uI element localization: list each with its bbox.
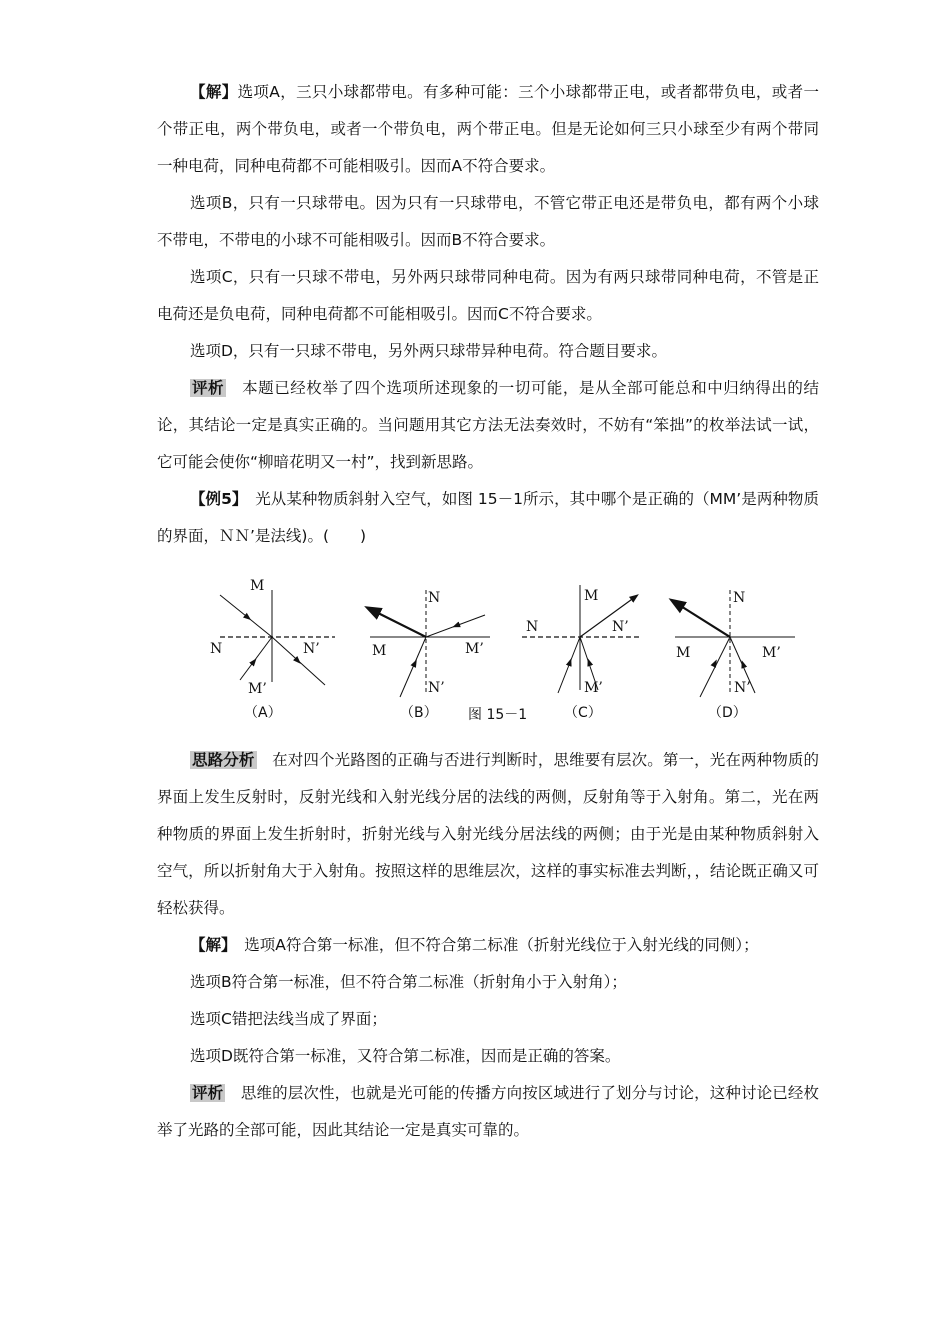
light-path-diagrams [200, 575, 781, 735]
label-a: （A） [244, 705, 282, 721]
label-m: M [584, 588, 599, 604]
example5-paragraph [157, 481, 819, 555]
label-m-prime: M’ [465, 641, 484, 657]
example-tag: 【例5】 [190, 490, 240, 508]
figure-15-1 [200, 575, 781, 735]
figure-caption: 图 15－1 [468, 707, 528, 723]
analysis-text: 在对四个光路图的正确与否进行判断时，思维要有层次。第一，光在两种物质的界面上发生反射时，反射光线和入射光线分居的法线的两侧，反射角等于入射角。第二，光在两种物质的界面上发生折射时，折射光线与入射光线分居法线的两侧；由于光是由某种物质斜射入空气，所以折射角大于入射角。按照这样的思维层次，这样的事实标准去判断，，结论既正确又可轻松获得。 [157, 751, 819, 917]
solution2-line1-text: 选项A符合第一标准，但不符合第二标准（折射光线位于入射光线的同侧）； [244, 936, 759, 954]
label-m: M [372, 643, 387, 659]
comment2-paragraph [157, 1075, 819, 1149]
solution1-paragraph3: 选项C，只有一只球不带电，另外两只球带同种电荷。因为有两只球带同种电荷，不管是正电荷还是负电荷，同种电荷都不可能相吸引。因而C不符合要求。 [157, 268, 819, 323]
comment1-paragraph [157, 370, 819, 481]
solution-tag: 【解】 [190, 83, 238, 101]
label-c: （C） [564, 705, 602, 721]
label-d: （D） [708, 705, 747, 721]
solution-tag: 【解】 [190, 936, 229, 954]
analysis-paragraph [157, 742, 819, 927]
diagram-b [370, 590, 490, 721]
diagram-c [522, 585, 640, 721]
solution2-line1 [157, 927, 819, 964]
label-m: M [250, 578, 265, 594]
example5-text: 光从某种物质斜射入空气，如图 15－1所示，其中哪个是正确的（MM’是两种物质的界面，ＮＮ’是法线)。( ) [157, 490, 819, 545]
label-n-prime: N’ [303, 641, 320, 657]
label-m-prime: M’ [762, 645, 781, 661]
comment-tag: 评析 [192, 1084, 224, 1102]
solution1-paragraph4: 选项D，只有一只球不带电，另外两只球带异种电荷。符合题目要求。 [190, 342, 667, 360]
label-m-prime: M’ [584, 680, 603, 696]
label-n: N [210, 641, 223, 657]
solution2-line2: 选项B符合第一标准，但不符合第二标准（折射角小于入射角）； [190, 973, 627, 991]
comment1-text: 本题已经枚举了四个选项所述现象的一切可能，是从全部可能总和中归纳得出的结论，其结论一定是真实正确的。当问题用其它方法无法奏效时，不妨有“笨拙”的枚举法试一试，它可能会使你“柳暗花明又一村”，找到新思路。 [157, 379, 819, 471]
solution2-line3: 选项C错把法线当成了界面； [190, 1010, 387, 1028]
solution2-line4: 选项D既符合第一标准，又符合第二标准，因而是正确的答案。 [190, 1047, 621, 1065]
label-n-prime: N’ [428, 680, 445, 696]
label-m-prime: M’ [248, 681, 267, 697]
comment2-text: 思维的层次性，也就是光可能的传播方向按区域进行了划分与讨论，这种讨论已经枚举了光路的全部可能，因此其结论一定是真实可靠的。 [157, 1084, 819, 1139]
label-m: M [676, 645, 691, 661]
solution1-paragraph2: 选项B，只有一只球带电。因为只有一只球带电，不管它带正电还是带负电，都有两个小球不带电，不带电的小球不可能相吸引。因而B不符合要求。 [157, 194, 819, 249]
diagram-a [210, 578, 335, 721]
analysis-tag: 思路分析 [192, 751, 255, 769]
solution1-paragraph1 [157, 74, 819, 185]
label-b: （B） [400, 705, 438, 721]
label-n-prime: N’ [734, 680, 751, 696]
solution1-text: 选项A，三只小球都带电。有多种可能：三个小球都带正电，或者都带负电，或者一个带正电，两个带负电，或者一个带负电，两个带正电。但是无论如何三只小球至少有两个带同一种电荷，同种电荷都不可能相吸引。因而A不符合要求。 [157, 83, 819, 175]
diagram-d [675, 590, 795, 721]
label-n-prime: N’ [612, 619, 629, 635]
label-n: N [526, 619, 539, 635]
comment-tag: 评析 [192, 379, 225, 397]
label-n: N [733, 590, 746, 606]
label-n: N [428, 590, 441, 606]
